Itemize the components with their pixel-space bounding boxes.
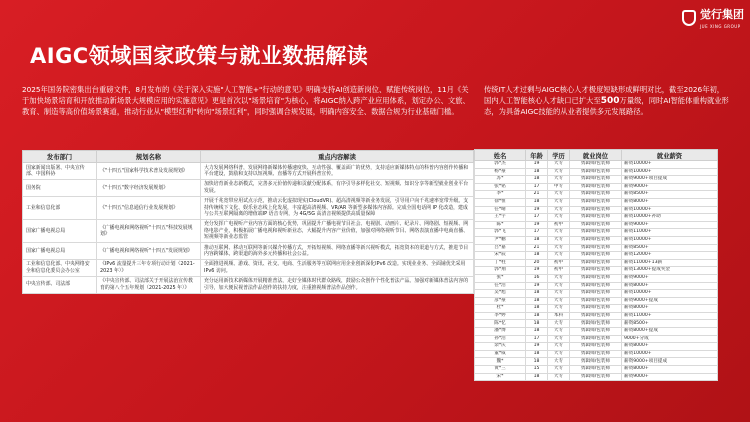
job-cell-position: 剪辑师/包装师 (570, 320, 622, 328)
job-row (475, 335, 718, 343)
job-row (475, 244, 718, 252)
job-cell-age: 18 (526, 312, 548, 320)
job-cell-age: 15 (526, 366, 548, 374)
job-cell-name: 董*威 (475, 350, 526, 358)
job-row (475, 198, 718, 206)
job-cell-name: 陈* (475, 221, 526, 229)
job-cell-age: 19 (526, 343, 548, 351)
job-cell-salary: 9000+分成 (622, 335, 718, 343)
job-cell-age: 18 (526, 236, 548, 244)
intro-right-pre: 传统IT人才过剩与AIGC核心人才极度短缺形成鲜明对比，截至2026年初，国内人工智能核心人才缺口已扩大至 (484, 85, 725, 105)
col-header-plan: 规划名称 (97, 151, 201, 163)
policy-cell-department: 国家广播电视总局 (23, 219, 97, 242)
intro-right-post: 万量级，同时AI智能体重构就业形态，为具备AIGC技能的从业者提供多元发展路径。 (484, 95, 729, 116)
job-cell-name: 孙*浩 (475, 335, 526, 343)
col-header-age: 年龄 (526, 150, 548, 161)
job-cell-salary: 薪资10000+ (622, 350, 718, 358)
job-cell-education: 大专 (548, 366, 570, 374)
jobs-table (474, 149, 718, 381)
job-row (475, 274, 718, 282)
job-cell-age: 18 (526, 328, 548, 336)
job-cell-name: 杨*豪 (475, 168, 526, 176)
jobs-table-header (475, 150, 718, 161)
job-cell-education: 大专 (548, 236, 570, 244)
job-cell-salary: 薪资10000+ (622, 168, 718, 176)
job-cell-position: 剪辑师/包装师 (570, 229, 622, 237)
job-cell-salary: 薪资8000+ (622, 198, 718, 206)
job-cell-salary: 薪资9000+ (622, 183, 718, 191)
job-row (475, 343, 718, 351)
logo-mark-icon (682, 10, 696, 26)
job-cell-salary: 薪资8500+ (622, 320, 718, 328)
job-row (475, 183, 718, 191)
job-cell-name: 宋* (475, 373, 526, 381)
job-cell-salary: 薪资9000+项目提成 (622, 358, 718, 366)
logo-name: 觉行集团 (700, 8, 744, 21)
job-cell-name: 王*宇 (475, 214, 526, 222)
job-cell-position: 剪辑师/包装师 (570, 358, 622, 366)
job-cell-name: 徐*恒 (475, 198, 526, 206)
job-cell-position: 剪辑师/包装师 (570, 343, 622, 351)
job-row (475, 358, 718, 366)
job-cell-name: 吴*旭 (475, 290, 526, 298)
job-cell-position: 剪辑师/包装师 (570, 350, 622, 358)
job-cell-name: 郭*翔 (475, 267, 526, 275)
job-cell-education: 大专 (548, 191, 570, 199)
policy-row (23, 179, 474, 196)
policy-cell-interpretation: 充分发挥广电视听产业内容方面的核心优势，巩固提升广播电视节目社会、电视剧、动画片、纪录片、网络剧、短视频、网络电影产业，积极拓展广播电视和视听新业态，大幅提升内容产业价值，加强对网络视听节目、网络表演直播中电商直播、短视频等新业态监管 (201, 219, 474, 242)
job-cell-name: 吕*嘉 (475, 244, 526, 252)
job-cell-salary: 薪资10000+ (622, 290, 718, 298)
job-cell-age: 16 (526, 274, 548, 282)
job-cell-age: 21 (526, 244, 548, 252)
job-row (475, 161, 718, 169)
job-cell-education: 大专 (548, 373, 570, 381)
job-row (475, 214, 718, 222)
policy-row (23, 276, 474, 293)
job-cell-position: 剪辑师/包装师 (570, 214, 622, 222)
job-cell-salary: 薪资12000+ (622, 252, 718, 260)
job-cell-education: 大专 (548, 297, 570, 305)
job-cell-education: 大专 (548, 305, 570, 313)
job-cell-education: 大专 (548, 358, 570, 366)
job-cell-position: 剪辑师/包装师 (570, 183, 622, 191)
policy-cell-department: 国家新闻出版署、中央宣传部、中国科协 (23, 163, 97, 180)
logo-subtitle: JUE XING GROUP (700, 24, 741, 29)
job-cell-position: 剪辑师/包装师 (570, 305, 622, 313)
job-cell-education: 大专 (548, 206, 570, 214)
job-cell-name: 黄*三 (475, 366, 526, 374)
job-cell-age: 18 (526, 290, 548, 298)
job-cell-position: 剪辑师/包装师 (570, 274, 622, 282)
job-row (475, 282, 718, 290)
job-cell-name: 潘*博 (475, 328, 526, 336)
col-header-name: 姓名 (475, 150, 526, 161)
job-cell-salary: 薪资11000+ (622, 312, 718, 320)
policy-cell-interpretation: 加快培育新业态新模式，完善多元价值传递和贡献分配体系，有序引导多样化社交、短视频、知识分享等新型就业创业平台发展。 (201, 179, 474, 196)
policy-cell-department: 工业和信息化部、中央网络安全和信息化委员会办公室 (23, 259, 97, 276)
policy-cell-plan: 《IPv6 流量提升三年专项行动计划（2021-2023 年）》 (97, 259, 201, 276)
policy-cell-interpretation: 开展千兆宽带应用试点示范，推动云化虚拟现实(CloudVR)、超高清视频等新业务发展，引导用户向千兆速率宽带升级。支持传统线下文化、娱乐业态线上化发展，丰富超高清视频、VR/AR 等新型多媒体内容源。完成全国电话网 IP 化改造，建成与公共互联网隔离的增值端IP 语音专网，为 4G/5G 高清音视频提供高质量保障 (201, 196, 474, 219)
col-header-salary: 就业薪资 (622, 150, 718, 161)
job-cell-name: 魏* (475, 358, 526, 366)
job-cell-age: 18 (526, 297, 548, 305)
job-row (475, 229, 718, 237)
job-cell-age: 17 (526, 183, 548, 191)
job-cell-education: 大专 (548, 244, 570, 252)
job-cell-position: 剪辑师/包装师 (570, 335, 622, 343)
job-cell-name: 任*浩 (475, 282, 526, 290)
job-cell-salary: 薪资10000+ (622, 206, 718, 214)
policy-table-header (23, 151, 474, 163)
brand-logo (682, 8, 742, 38)
job-row (475, 259, 718, 267)
job-cell-name: 彦*豪 (475, 297, 526, 305)
job-cell-salary: 薪资8000+提成 (622, 328, 718, 336)
job-cell-salary: 薪资8500+ (622, 191, 718, 199)
job-cell-education: 大专 (548, 198, 570, 206)
job-cell-education: 大专 (548, 320, 570, 328)
job-row (475, 297, 718, 305)
policy-row (23, 259, 474, 276)
job-cell-position: 剪辑师/包装师 (570, 236, 622, 244)
job-row (475, 328, 718, 336)
job-cell-salary: 薪资10000+补助 (622, 214, 718, 222)
job-row (475, 252, 718, 260)
job-cell-salary: 薪资9000+ (622, 221, 718, 229)
job-cell-education: 大专 (548, 350, 570, 358)
job-row (475, 366, 718, 374)
job-cell-name: 张* (475, 274, 526, 282)
job-cell-education: 大专 (548, 161, 570, 169)
job-row (475, 176, 718, 184)
job-cell-salary: 薪资9000+ (622, 274, 718, 282)
job-cell-salary: 薪资10000+ (622, 161, 718, 169)
policy-cell-interpretation: 全面推进视频、游戏、资讯、社交、电商、生活服务等互联网应用企业创新深化IPv6 改造。实现业业务、全面铺优先采用 IPv6 访问。 (201, 259, 474, 276)
job-row (475, 350, 718, 358)
job-cell-salary: 薪资13000+提成奖金 (622, 267, 718, 275)
job-cell-age: 18 (526, 305, 548, 313)
policy-cell-department: 国务院 (23, 179, 97, 196)
job-cell-name: 杜* (475, 305, 526, 313)
job-cell-position: 剪辑师/包装师 (570, 297, 622, 305)
job-cell-position: 剪辑师/包装师 (570, 221, 622, 229)
job-cell-salary: 薪资8000+ (622, 366, 718, 374)
policy-row (23, 219, 474, 242)
job-cell-salary: 薪资10000+ (622, 236, 718, 244)
job-cell-education: 大专 (548, 328, 570, 336)
job-cell-name: 丁*柱 (475, 259, 526, 267)
job-cell-education: 大专 (548, 252, 570, 260)
job-row (475, 168, 718, 176)
job-cell-salary: 薪资8500+ (622, 244, 718, 252)
job-cell-name: 苏* (475, 176, 526, 184)
col-header-department: 发布部门 (23, 151, 97, 163)
policy-cell-interpretation: 充分运用新技术新媒体开展精准普法，走好全媒体时代群众路线，鼓励公众创作个性化普法产品。加强对新媒体普法内容的引导，加大便民视普法作品创作的扶持力度，注重推视频普法作品创作。 (201, 276, 474, 293)
job-cell-age: 18 (526, 320, 548, 328)
col-header-position: 就业岗位 (570, 150, 622, 161)
job-cell-position: 剪辑师/包装师 (570, 191, 622, 199)
page-title: AIGC领域国家政策与就业数据解读 (30, 44, 369, 68)
policy-row (23, 196, 474, 219)
job-cell-age: 18 (526, 350, 548, 358)
job-cell-age: 18 (526, 252, 548, 260)
col-header-education: 学历 (548, 150, 570, 161)
job-cell-age: 18 (526, 176, 548, 184)
job-cell-education: 初中 (548, 221, 570, 229)
job-cell-age: 19 (526, 161, 548, 169)
job-cell-education: 大专 (548, 343, 570, 351)
job-cell-age: 20 (526, 259, 548, 267)
job-cell-position: 剪辑师/包装师 (570, 168, 622, 176)
job-cell-name: 郭*飞 (475, 229, 526, 237)
job-cell-name: 任*晴 (475, 206, 526, 214)
job-cell-education: 中专 (548, 183, 570, 191)
job-cell-education: 本科 (548, 312, 570, 320)
job-cell-age: 21 (526, 191, 548, 199)
employment-intro-text (484, 85, 730, 117)
job-cell-education: 大专 (548, 282, 570, 290)
job-cell-position: 剪辑师/包装师 (570, 198, 622, 206)
policy-cell-plan: 《广播电视和网络视听"十四五"发展规划》 (97, 243, 201, 260)
job-cell-name: 李*婷 (475, 312, 526, 320)
job-cell-age: 18 (526, 358, 548, 366)
job-row (475, 320, 718, 328)
job-cell-education: 大专 (548, 290, 570, 298)
job-row (475, 290, 718, 298)
job-row (475, 236, 718, 244)
job-cell-age: 19 (526, 282, 548, 290)
job-row (475, 267, 718, 275)
job-cell-position: 剪辑师/包装师 (570, 290, 622, 298)
job-cell-age: 18 (526, 373, 548, 381)
policy-cell-department: 国家广播电视总局 (23, 243, 97, 260)
policy-row (23, 243, 474, 260)
job-cell-position: 剪辑师/包装师 (570, 373, 622, 381)
col-header-interpretation: 重点内容解读 (201, 151, 474, 163)
job-cell-name: 宋*辰 (475, 252, 526, 260)
job-cell-name: 余*庆 (475, 343, 526, 351)
job-cell-name: 尹*鹏 (475, 236, 526, 244)
job-cell-age: 18 (526, 198, 548, 206)
job-cell-name: 陈*忆 (475, 320, 526, 328)
job-cell-name: 张*铭 (475, 183, 526, 191)
job-cell-age: 19 (526, 221, 548, 229)
job-cell-education: 大专 (548, 214, 570, 222)
talent-gap-number: 500 (600, 95, 620, 106)
job-cell-position: 剪辑师/包装师 (570, 282, 622, 290)
job-cell-salary: 薪资8000+ (622, 343, 718, 351)
policy-cell-department: 工业和信息化部 (23, 196, 97, 219)
policy-cell-department: 中央宣传部、司法部 (23, 276, 97, 293)
job-cell-education: 大专 (548, 168, 570, 176)
job-cell-salary: 薪资8000+ (622, 282, 718, 290)
job-cell-salary: 薪资11000+13薪 (622, 259, 718, 267)
job-cell-position: 剪辑师/包装师 (570, 206, 622, 214)
job-row (475, 305, 718, 313)
policy-intro-text: 2025年国务院密集出台重磅文件，8月发布的《关于深入实施"人工智能+"行动的意见》明确支持AI创造新岗位、赋能传统岗位，11月《关于加快场景培育和开放推动新场景大规模应用的实施意见》更是首次以"场景培育"为核心，将AIGC纳入跨产业应用体系，划定办公、文旅、教育、制造等高价值场景赛道，推动行业从"模型红利"转向"场景红利"，同时强调合规发展，明确内容安全、数据合规为行业基础门槛。 (22, 85, 470, 116)
policy-cell-plan: 《广播电视和网络视听"十四五"科技发展规划》 (97, 219, 201, 242)
job-cell-position: 剪辑师/包装师 (570, 328, 622, 336)
jobs-table-body (475, 161, 718, 381)
job-cell-age: 17 (526, 335, 548, 343)
job-row (475, 373, 718, 381)
job-cell-position: 剪辑师/包装师 (570, 176, 622, 184)
job-cell-education: 大专 (548, 335, 570, 343)
job-cell-position: 剪辑师/包装师 (570, 312, 622, 320)
job-cell-age: 17 (526, 214, 548, 222)
job-cell-position: 剪辑师/包装师 (570, 259, 622, 267)
job-cell-position: 剪辑师/包装师 (570, 252, 622, 260)
policy-row (23, 163, 474, 180)
job-cell-age: 18 (526, 168, 548, 176)
job-cell-salary: 薪资9000+项目提成 (622, 176, 718, 184)
job-cell-education: 大专 (548, 229, 570, 237)
policy-table-body (23, 163, 474, 294)
job-cell-salary: 薪资11000+ (622, 229, 718, 237)
policy-cell-plan: 《"十四五"信息通信行业发展规划》 (97, 196, 201, 219)
job-cell-name: 郭*杰 (475, 161, 526, 169)
job-row (475, 312, 718, 320)
policy-cell-interpretation: 大力发展网络科普，发展网络新媒体传播速度快、互动性强、覆盖面广的优势，支持适应新媒体特点的科普内容创作传播和平台建设，鼓励和支持以短视频、直播等方式开展科普宣传。 (201, 163, 474, 180)
policy-cell-plan: 《"十四五"国家科学技术普及发展规划》 (97, 163, 201, 180)
job-cell-education: 大专 (548, 176, 570, 184)
job-row (475, 206, 718, 214)
policy-cell-plan: 《中央宣传部、司法部关于开展法治宣传教育的第八个五年规划（2021-2025 年）》 (97, 276, 201, 293)
job-cell-education: 初中 (548, 259, 570, 267)
policy-table (22, 150, 474, 294)
job-cell-position: 剪辑师/包装师 (570, 267, 622, 275)
job-cell-position: 剪辑师/包装师 (570, 244, 622, 252)
job-cell-salary: 薪资9000+ (622, 373, 718, 381)
job-cell-name: 李* (475, 191, 526, 199)
job-cell-age: 17 (526, 229, 548, 237)
job-row (475, 221, 718, 229)
policy-cell-plan: 《"十四五"数字经济发展规划》 (97, 179, 201, 196)
job-row (475, 191, 718, 199)
job-cell-age: 19 (526, 206, 548, 214)
job-cell-position: 剪辑师/包装师 (570, 161, 622, 169)
job-cell-education: 初中 (548, 267, 570, 275)
job-cell-salary: 薪资8000+ (622, 305, 718, 313)
job-cell-salary: 薪资9000+提成 (622, 297, 718, 305)
job-cell-education: 大专 (548, 274, 570, 282)
job-cell-age: 19 (526, 267, 548, 275)
policy-cell-interpretation: 推动互联网、移动互联网等新兴媒介传播方式，开拓短视频、网络直播等新兴视听模式，拓宽资本的渠道与方式，推进节目内容跨媒体，跨渠道的海外多元传播和社会公益。 (201, 243, 474, 260)
job-cell-position: 剪辑师/包装师 (570, 366, 622, 374)
